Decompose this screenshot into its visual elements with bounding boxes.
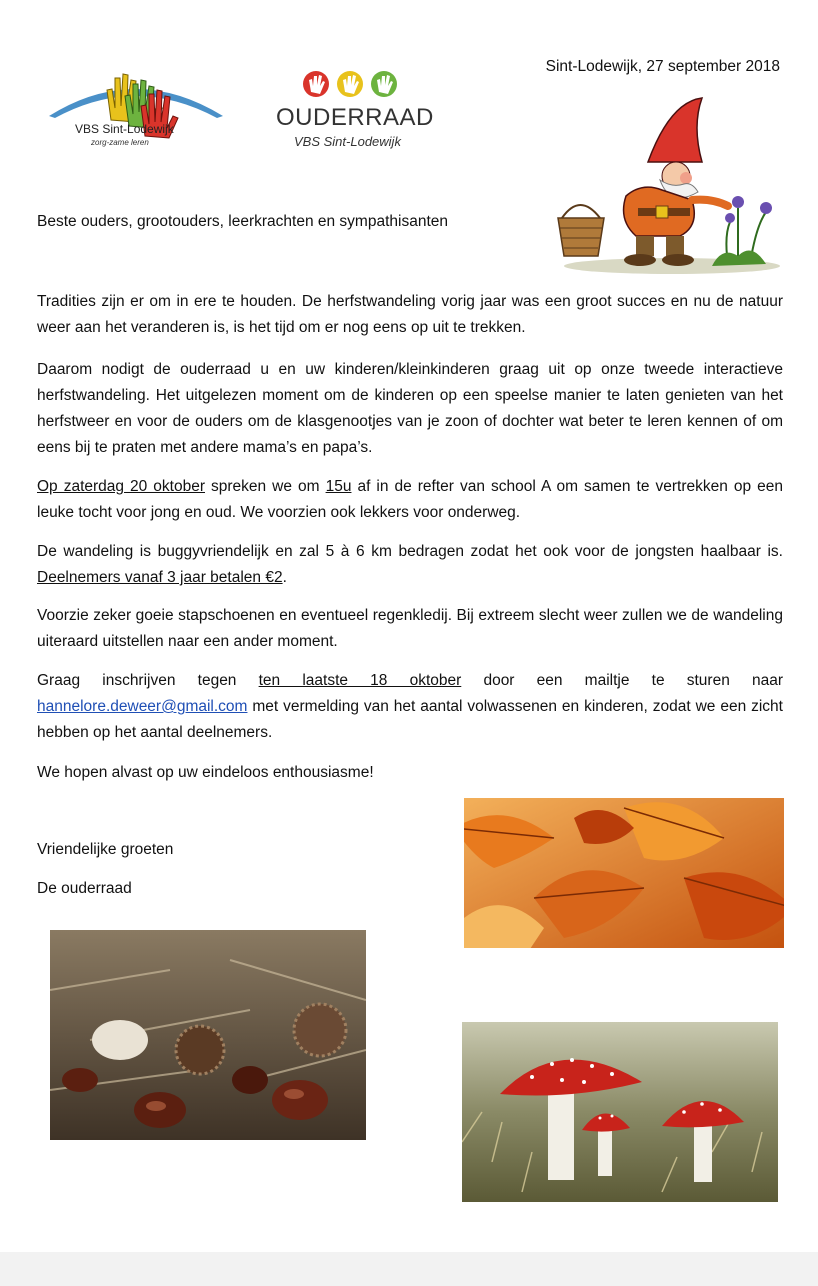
paragraph-shoes-weather: Voorzie zeker goeie stapschoenen en eventueel regenkledij. Bij extreem slecht weer zullen we de wandeling uiteraard uitstellen naar een ander moment.: [37, 607, 783, 650]
paragraph-walk-details: [37, 539, 783, 591]
school-logo-graphic: [45, 52, 227, 152]
autumn-leaves-image: [464, 798, 784, 948]
paragraph-registration: [37, 668, 783, 746]
paragraph-enthusiasm: We hopen alvast op uw eindeloos enthousiasme!: [37, 764, 374, 781]
school-logo: [45, 52, 227, 152]
chestnuts-image: [50, 930, 366, 1140]
mushrooms-photo: [462, 1022, 778, 1202]
letter-greeting: Beste ouders, grootouders, leerkrachten en sympathisanten: [37, 213, 448, 230]
gnome-illustration: [552, 96, 784, 278]
paragraph-registration-text-a: Graag inschrijven tegen: [37, 672, 259, 689]
registration-deadline: ten laatste 18 oktober: [258, 672, 462, 689]
school-logo-name: VBS Sint-Lodewijk: [75, 122, 174, 136]
paragraph-invitation: Daarom nodigt de ouderraad u en uw kinderen/kleinkinderen graag uit op onze tweede interactieve herfstwandeling. Het uitgelezen moment om de kinderen op een speelse manier te laten genieten van het herfstweer en voor de ouders om de klasgenootjes van je zoon of dochter wat beter te leren kennen of om eens bij te praten met andere mama’s en papa’s.: [37, 361, 783, 456]
letter-date: Sint-Lodewijk, 27 september 2018: [545, 58, 780, 75]
paragraph-meeting: [37, 474, 783, 526]
school-logo-tagline: zorg-zame leren: [91, 138, 149, 147]
parents-council-logo: [272, 68, 434, 158]
event-time: 15u: [325, 478, 352, 495]
paragraph-registration-text-c: met vermelding van het aantal volwassenen en kinderen, zodat we een zicht hebben op het aantal deelnemers.: [37, 698, 783, 741]
email-link[interactable]: hannelore.deweer@gmail.com: [37, 698, 248, 715]
page-bottom-margin: [0, 1252, 818, 1286]
chestnuts-photo: [50, 930, 366, 1140]
parents-council-sub: VBS Sint-Lodewijk: [294, 134, 401, 149]
paragraph-registration-text-b: door een mailtje te sturen naar: [461, 672, 784, 689]
paragraph-walk-text-b: .: [282, 569, 287, 586]
fly-agaric-mushrooms-image: [462, 1022, 778, 1202]
paragraph-meeting-text-b: af in de refter van school A om samen te vertrekken op een leuke tocht voor jong en oud. We voorzien ook lekkers voor onderweg.: [37, 478, 783, 521]
gnome-picking-flowers-icon: [552, 96, 784, 278]
autumn-leaves-photo: [464, 798, 784, 948]
paragraph-traditions: Tradities zijn er om in ere te houden. De herfstwandeling vorig jaar was een groot succes en nu de natuur weer aan het veranderen is, is het tijd om er nog eens op uit te trekken.: [37, 293, 783, 336]
participant-price: Deelnemers vanaf 3 jaar betalen €2: [37, 569, 283, 586]
parents-council-name: OUDERRAAD: [276, 104, 434, 131]
event-date: Op zaterdag 20 oktober: [37, 478, 205, 495]
closing-greeting: Vriendelijke groeten: [37, 841, 174, 858]
parents-council-hands-icon: [272, 68, 427, 108]
signature: De ouderraad: [37, 880, 132, 897]
paragraph-walk-text-a: De wandeling is buggyvriendelijk en zal 5 à 6 km bedragen zodat het ook voor de jongsten haalbaar is.: [37, 543, 783, 560]
paragraph-meeting-text-a: spreken we om: [205, 478, 326, 495]
